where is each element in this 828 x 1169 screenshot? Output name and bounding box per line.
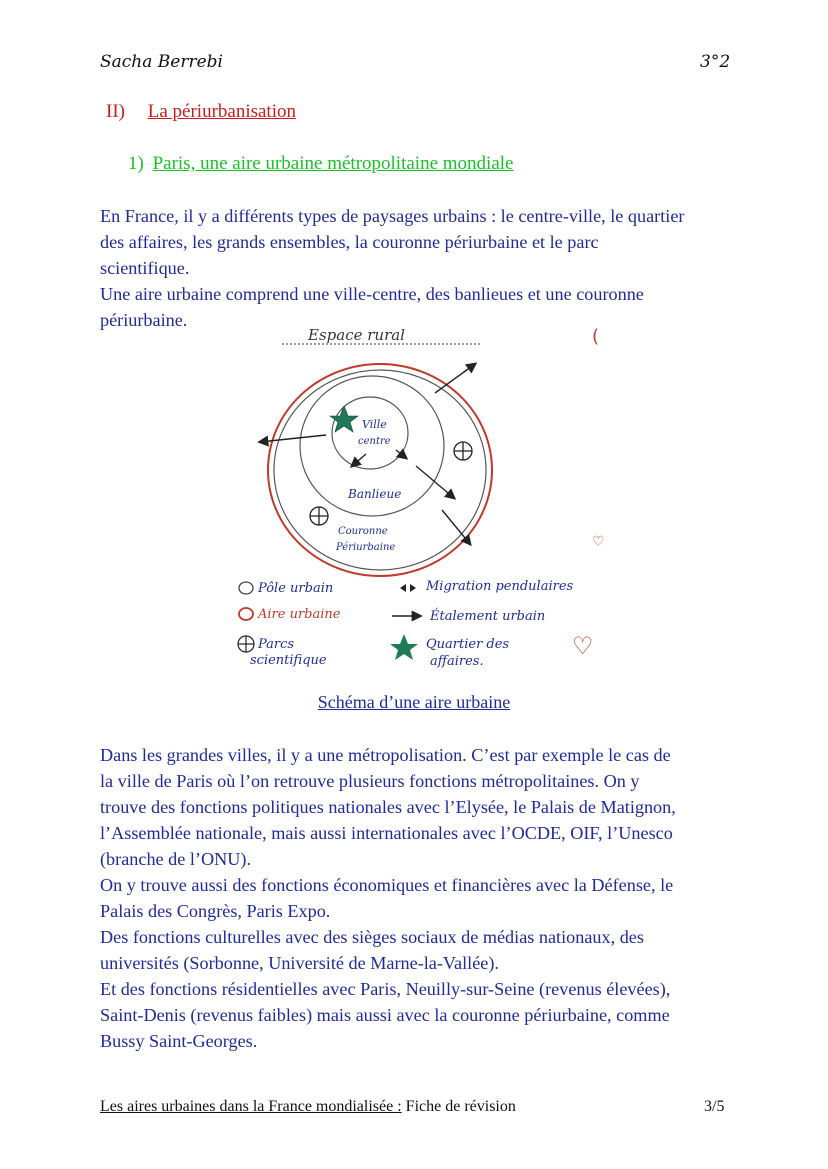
margin-doodle-icon: ( xyxy=(592,326,600,347)
body-line: Bussy Saint-Georges. xyxy=(100,1031,258,1051)
ville-label: Ville xyxy=(362,418,387,431)
intro-line: En France, il y a différents types de paysages urbains : le centre-ville, le quartier xyxy=(100,206,685,226)
body-line: Palais des Congrès, Paris Expo. xyxy=(100,901,331,921)
margin-heart-icon: ♡ xyxy=(572,632,594,660)
centre-label: centre xyxy=(358,436,391,447)
intro-line: scientifique. xyxy=(100,258,190,278)
body-line: Des fonctions culturelles avec des sièges sociaux de médias nationaux, des xyxy=(100,927,644,947)
body-line: On y trouve aussi des fonctions économiques et financières avec la Défense, le xyxy=(100,875,674,895)
legend-parcs: Parcs xyxy=(258,637,295,652)
intro-paragraph xyxy=(100,203,740,333)
aire-urbaine-legend-icon xyxy=(239,608,253,620)
banlieue-label: Banlieue xyxy=(348,487,402,501)
body-line: Et des fonctions résidentielles avec Paris, Neuilly-sur-Seine (revenus élevées), xyxy=(100,979,671,999)
body-paragraph xyxy=(100,742,740,1054)
body-line: la ville de Paris où l’on retrouve plusieurs fonctions métropolitaines. On y xyxy=(100,771,640,791)
intro-line: périurbaine. xyxy=(100,310,188,330)
footer-subtitle: Fiche de révision xyxy=(405,1098,516,1115)
commute-arrow-in xyxy=(352,454,366,466)
sprawl-arrow-banlieue xyxy=(416,466,454,498)
periurbaine-label: Périurbaine xyxy=(336,542,396,553)
class-label: 3°2 xyxy=(700,52,731,72)
rural-label: Espace rural xyxy=(308,326,405,344)
legend-scientifique: scientifique xyxy=(250,653,327,668)
body-line: l’Assemblée nationale, mais aussi internationales avec l’OCDE, OIF, l’Unesco xyxy=(100,823,673,843)
business-district-star-icon xyxy=(330,406,358,432)
couronne-label: Couronne xyxy=(338,526,388,537)
subsection-title: Paris, une aire urbaine métropolitaine mondiale xyxy=(152,153,514,174)
section-title: La périurbanisation xyxy=(147,101,296,122)
diagram-legend xyxy=(238,579,574,669)
subsection-number: 1) xyxy=(128,153,144,174)
body-line: universités (Sorbonne, Université de Marne-la-Vallée). xyxy=(100,953,499,973)
subsection-heading xyxy=(128,153,513,175)
footer-title xyxy=(100,1098,516,1116)
sprawl-arrow-w xyxy=(260,435,326,442)
legend-pole: Pôle urbain xyxy=(258,581,334,596)
parc-legend-icon xyxy=(238,636,254,652)
quartier-legend-star-icon xyxy=(390,634,418,660)
legend-quartier: Quartier des xyxy=(426,637,510,652)
legend-aire: Aire urbaine xyxy=(258,607,341,622)
body-line: Dans les grandes villes, il y a une métropolisation. C’est par exemple le cas de xyxy=(100,745,671,765)
body-line: trouve des fonctions politiques nationales avec l’Elysée, le Palais de Matignon, xyxy=(100,797,676,817)
page-number: 3/5 xyxy=(704,1098,725,1115)
commute-arrow-out xyxy=(396,450,406,458)
pole-urbain-legend-icon xyxy=(239,582,253,594)
urban-area-diagram xyxy=(220,318,610,680)
science-park-icon xyxy=(454,442,472,460)
legend-migration: Migration pendulaires xyxy=(426,579,574,594)
section-heading xyxy=(106,101,296,123)
legend-etalement: Étalement urbain xyxy=(430,609,546,624)
body-line: (branche de l’ONU). xyxy=(100,849,251,869)
body-line: Saint-Denis (revenus faibles) mais aussi avec la couronne périurbaine, comme xyxy=(100,1005,670,1025)
legend-affaires: affaires. xyxy=(430,654,484,669)
sprawl-arrow-ne xyxy=(435,364,475,393)
intro-line: Une aire urbaine comprend une ville-centre, des banlieues et une couronne xyxy=(100,284,644,304)
diagram-caption: Schéma d’une aire urbaine xyxy=(317,692,511,712)
intro-line: des affaires, les grands ensembles, la couronne périurbaine et le parc xyxy=(100,232,599,252)
footer-course-title: Les aires urbaines dans la France mondialisée : xyxy=(100,1098,402,1115)
author-name: Sacha Berrebi xyxy=(100,52,223,72)
section-number: II) xyxy=(106,101,125,122)
couronne-circle xyxy=(274,370,486,570)
margin-heart-icon: ♡ xyxy=(592,534,605,550)
science-park-icon xyxy=(310,507,328,525)
migration-legend-icon xyxy=(400,584,416,592)
